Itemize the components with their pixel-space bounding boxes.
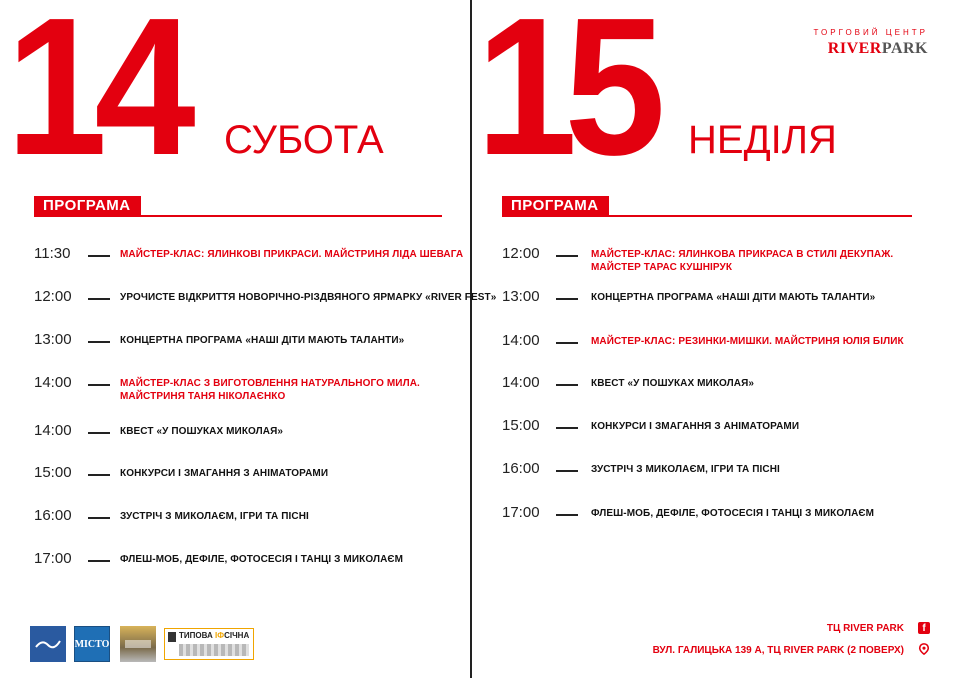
schedule-dash: [88, 341, 110, 343]
schedule-time: 17:00: [34, 550, 72, 567]
schedule-dash: [88, 255, 110, 257]
program-header: [502, 196, 912, 218]
brand-subtitle: ТОРГОВИЙ ЦЕНТР: [813, 28, 928, 37]
schedule-time: 14:00: [34, 422, 72, 439]
schedule-description: [591, 507, 874, 520]
typova-icon: [168, 632, 176, 642]
schedule-description: [120, 377, 420, 403]
schedule-description-line: ЗУСТРІЧ З МИКОЛАЄМ, ІГРИ ТА ПІСНІ: [591, 464, 780, 475]
schedule-description-line: КОНЦЕРТНА ПРОГРАМА «НАШІ ДІТИ МАЮТЬ ТАЛАНТИ»: [120, 335, 405, 346]
brand-name-park: PARK: [881, 40, 928, 57]
facebook-icon[interactable]: f: [918, 622, 930, 634]
day-number: 14: [6, 0, 183, 196]
schedule-time: 14:00: [502, 374, 540, 391]
partner-logo-1: [30, 626, 66, 662]
typova-title: ТИПОВА ІФСІЧНА: [179, 631, 250, 640]
schedule-description-line: КВЕСТ «У ПОШУКАХ МИКОЛАЯ»: [120, 426, 284, 437]
schedule-time: 11:30: [34, 245, 71, 262]
schedule-dash: [556, 470, 578, 472]
schedule-dash: [556, 427, 578, 429]
day-name: НЕДІЛЯ: [688, 118, 837, 162]
schedule-description-line: МАЙСТЕР-КЛАС: ЯЛИНКОВА ПРИКРАСА В СТИЛІ ДЕКУПАЖ.: [591, 249, 894, 260]
schedule-description-line: МАЙСТЕР-КЛАС З ВИГОТОВЛЕННЯ НАТУРАЛЬНОГО МИЛА.: [120, 378, 420, 389]
schedule-description: [591, 335, 904, 348]
schedule-description: [120, 510, 309, 523]
schedule-dash: [88, 298, 110, 300]
day-name: СУБОТА: [224, 118, 384, 162]
brand-name-river: RIVER: [827, 40, 882, 57]
schedule-description: [120, 467, 328, 480]
schedule-time: 17:00: [502, 504, 540, 521]
schedule-time: 13:00: [34, 331, 72, 348]
schedule-time: 12:00: [502, 245, 540, 262]
day-number: 15: [476, 0, 653, 196]
schedule-dash: [88, 384, 110, 386]
schedule-description: [591, 377, 754, 390]
schedule-time: 15:00: [34, 464, 72, 481]
schedule-time: 16:00: [34, 507, 72, 524]
schedule-time: 15:00: [502, 417, 540, 434]
facebook-contact[interactable]: ТЦ RIVER PARK: [826, 623, 904, 634]
schedule-description-line: МАЙСТЕР ТАРАС КУШНІРУК: [591, 262, 733, 273]
brand-name: [813, 40, 928, 58]
schedule-description: [120, 553, 403, 566]
schedule-dash: [556, 342, 578, 344]
schedule-description-line: ЗУСТРІЧ З МИКОЛАЄМ, ІГРИ ТА ПІСНІ: [120, 511, 309, 522]
location-pin-icon: [918, 643, 930, 655]
schedule-time: 14:00: [502, 332, 540, 349]
day-column-sunday: [472, 0, 960, 678]
schedule-description: [591, 463, 780, 476]
program-header: [34, 196, 442, 218]
schedule-description-line: МАЙСТЕР-КЛАС: ЯЛИНКОВІ ПРИКРАСИ. МАЙСТРИНЯ ЛІДА ШЕВАГА: [120, 249, 464, 260]
program-underline: [34, 215, 442, 217]
schedule-time: 13:00: [502, 288, 540, 305]
schedule-description-line: КВЕСТ «У ПОШУКАХ МИКОЛАЯ»: [591, 378, 755, 389]
river-park-logo: [813, 28, 928, 58]
schedule-dash: [88, 560, 110, 562]
schedule-description: [120, 334, 404, 347]
schedule-description: [591, 291, 875, 304]
schedule-description: [120, 425, 283, 438]
schedule-description-line: ФЛЕШ-МОБ, ДЕФІЛЕ, ФОТОСЕСІЯ І ТАНЦІ З МИКОЛАЄМ: [591, 508, 875, 519]
schedule-description-line: КОНЦЕРТНА ПРОГРАМА «НАШІ ДІТИ МАЮТЬ ТАЛАНТИ»: [591, 292, 876, 303]
schedule-description-line: МАЙСТЕР-КЛАС: РЕЗИНКИ-МИШКИ. МАЙСТРИНЯ ЮЛІЯ БІЛИК: [591, 336, 904, 347]
schedule-description-line: УРОЧИСТЕ ВІДКРИТТЯ НОВОРІЧНО-РІЗДВЯНОГО ЯРМАРКУ «RIVER FEST»: [120, 292, 497, 303]
typova-banner: [179, 644, 249, 656]
schedule-description: [120, 291, 496, 304]
schedule-dash: [556, 514, 578, 516]
schedule-description: [591, 420, 799, 433]
schedule-description-line: КОНКУРСИ І ЗМАГАННЯ З АНІМАТОРАМИ: [120, 468, 329, 479]
schedule-dash: [88, 474, 110, 476]
partner-logo-3: [120, 626, 156, 662]
schedule-dash: [88, 517, 110, 519]
program-label: ПРОГРАМА: [34, 196, 141, 216]
schedule-dash: [556, 384, 578, 386]
schedule-description: [120, 248, 463, 261]
partner-logo-typova: [164, 628, 254, 660]
schedule-dash: [556, 298, 578, 300]
partner-logo-misto: МІСТО: [74, 626, 110, 662]
schedule-dash: [556, 255, 578, 257]
schedule-description: [591, 248, 893, 274]
schedule-description-line: ФЛЕШ-МОБ, ДЕФІЛЕ, ФОТОСЕСІЯ І ТАНЦІ З МИКОЛАЄМ: [120, 554, 404, 565]
schedule-dash: [88, 432, 110, 434]
program-underline: [502, 215, 912, 217]
schedule-description-line: МАЙСТРИНЯ ТАНЯ НІКОЛАЄНКО: [120, 391, 286, 402]
address: ВУЛ. ГАЛИЦЬКА 139 А, ТЦ RIVER PARK (2 ПОВЕРХ): [652, 645, 904, 656]
schedule-time: 16:00: [502, 460, 540, 477]
schedule-time: 14:00: [34, 374, 72, 391]
schedule-description-line: КОНКУРСИ І ЗМАГАННЯ З АНІМАТОРАМИ: [591, 421, 800, 432]
program-label: ПРОГРАМА: [502, 196, 609, 216]
schedule-time: 12:00: [34, 288, 72, 305]
